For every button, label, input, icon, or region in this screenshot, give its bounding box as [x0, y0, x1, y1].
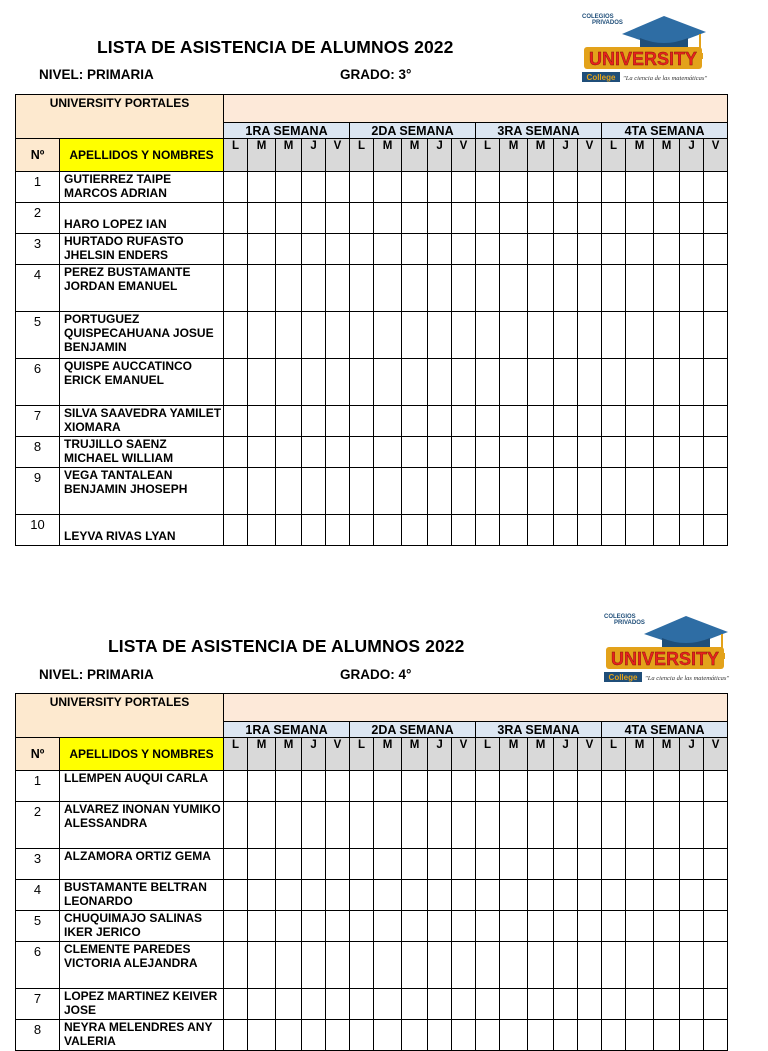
logo-graphic [600, 610, 732, 685]
student-number: 4 [16, 265, 60, 312]
student-name: ALVAREZ INONAN YUMIKO ALESSANDRA [60, 802, 224, 849]
attendance-cell[interactable] [326, 989, 350, 1020]
attendance-cell[interactable] [500, 802, 528, 849]
attendance-cell[interactable] [374, 1020, 402, 1051]
day-header: L [602, 738, 626, 771]
student-name: TRUJILLO SAENZ MICHAEL WILLIAM [60, 437, 224, 468]
student-number: 6 [16, 942, 60, 989]
day-header: V [704, 738, 728, 771]
student-row [16, 802, 728, 849]
attendance-cell[interactable] [602, 911, 626, 942]
student-number: 3 [16, 234, 60, 265]
attendance-cell[interactable] [452, 880, 476, 911]
student-row [16, 911, 728, 942]
attendance-cell[interactable] [402, 942, 428, 989]
attendance-cell[interactable] [528, 1020, 554, 1051]
attendance-cell[interactable] [654, 802, 680, 849]
attendance-cell[interactable] [224, 989, 248, 1020]
attendance-cell[interactable] [654, 942, 680, 989]
student-row [16, 942, 728, 989]
student-name: LEYVA RIVAS LYAN [60, 515, 224, 546]
attendance-cell[interactable] [402, 911, 428, 942]
day-header: M [248, 139, 276, 172]
student-number: 10 [16, 515, 60, 546]
student-name: QUISPE AUCCATINCO ERICK EMANUEL [60, 359, 224, 406]
attendance-cell[interactable] [224, 771, 248, 802]
attendance-cell[interactable] [428, 849, 452, 880]
names-header: APELLIDOS Y NOMBRES [60, 139, 224, 172]
day-header: J [554, 738, 578, 771]
attendance-cell[interactable] [224, 911, 248, 942]
attendance-cell[interactable] [602, 1020, 626, 1051]
school-logo [600, 610, 732, 685]
attendance-cell[interactable] [704, 942, 728, 989]
day-header: M [626, 139, 654, 172]
header-row-school [16, 694, 728, 722]
attendance-cell[interactable] [224, 1020, 248, 1051]
attendance-cell[interactable] [704, 880, 728, 911]
day-header: L [476, 139, 500, 172]
attendance-cell[interactable] [374, 802, 402, 849]
attendance-cell[interactable] [302, 911, 326, 942]
attendance-cell[interactable] [350, 942, 374, 989]
logo-sub: College [586, 73, 616, 82]
student-name: PORTUGUEZ QUISPECAHUANA JOSUE BENJAMIN [60, 312, 224, 359]
student-row [16, 880, 728, 911]
attendance-table [15, 693, 728, 1051]
attendance-cell[interactable] [476, 849, 500, 880]
attendance-cell[interactable] [654, 911, 680, 942]
student-name: NEYRA MELENDRES ANY VALERIA [60, 1020, 224, 1051]
attendance-cell[interactable] [276, 802, 302, 849]
attendance-cell[interactable] [578, 849, 602, 880]
attendance-cell[interactable] [350, 1020, 374, 1051]
attendance-cell[interactable] [452, 989, 476, 1020]
attendance-cell[interactable] [704, 802, 728, 849]
attendance-cell[interactable] [680, 880, 704, 911]
school-name: UNIVERSITY PORTALES [16, 694, 224, 738]
week-header-1: 1RA SEMANA [224, 722, 350, 738]
attendance-cell[interactable] [402, 1020, 428, 1051]
attendance-cell[interactable] [680, 989, 704, 1020]
attendance-cell[interactable] [402, 771, 428, 802]
day-header: L [350, 738, 374, 771]
day-header: L [350, 139, 374, 172]
attendance-cell[interactable] [428, 989, 452, 1020]
student-name: GUTIERREZ TAIPE MARCOS ADRIAN [60, 172, 224, 203]
day-header: V [452, 139, 476, 172]
attendance-cell[interactable] [680, 802, 704, 849]
attendance-cell[interactable] [578, 880, 602, 911]
attendance-cell[interactable] [500, 771, 528, 802]
day-header: J [428, 738, 452, 771]
attendance-cell[interactable] [276, 880, 302, 911]
attendance-cell[interactable] [654, 1020, 680, 1051]
day-header: M [528, 139, 554, 172]
attendance-cell[interactable] [500, 849, 528, 880]
school-name: UNIVERSITY PORTALES [16, 95, 224, 139]
attendance-cell[interactable] [680, 771, 704, 802]
attendance-cell[interactable] [578, 771, 602, 802]
attendance-cell[interactable] [500, 989, 528, 1020]
attendance-cell[interactable] [326, 849, 350, 880]
attendance-cell[interactable] [428, 802, 452, 849]
attendance-cell[interactable] [704, 989, 728, 1020]
attendance-cell[interactable] [350, 771, 374, 802]
attendance-cell[interactable] [578, 989, 602, 1020]
attendance-cell[interactable] [248, 911, 276, 942]
attendance-cell[interactable] [276, 849, 302, 880]
student-row [16, 989, 728, 1020]
attendance-cell[interactable] [248, 771, 276, 802]
attendance-cell[interactable] [654, 880, 680, 911]
day-header: V [578, 738, 602, 771]
attendance-cell[interactable] [302, 849, 326, 880]
logo-top-1: COLEGIOS [582, 14, 614, 20]
student-name: SILVA SAAVEDRA YAMILET XIOMARA [60, 406, 224, 437]
attendance-cell[interactable] [452, 771, 476, 802]
names-header: APELLIDOS Y NOMBRES [60, 738, 224, 771]
attendance-cell[interactable] [528, 771, 554, 802]
day-header: M [500, 738, 528, 771]
student-name: BUSTAMANTE BELTRAN LEONARDO [60, 880, 224, 911]
attendance-cell[interactable] [350, 911, 374, 942]
student-number: 7 [16, 989, 60, 1020]
attendance-cell[interactable] [626, 771, 654, 802]
logo-slogan: "La ciencia de las matemáticas" [645, 675, 730, 682]
attendance-cell[interactable] [578, 1020, 602, 1051]
attendance-cell[interactable] [350, 802, 374, 849]
student-row [16, 1020, 728, 1051]
attendance-cell[interactable] [602, 802, 626, 849]
day-header: M [500, 139, 528, 172]
attendance-cell[interactable] [224, 880, 248, 911]
attendance-cell[interactable] [626, 880, 654, 911]
logo-brand: UNIVERSITY [610, 649, 720, 669]
attendance-cell[interactable] [704, 1020, 728, 1051]
student-name: ALZAMORA ORTIZ GEMA [60, 849, 224, 880]
nivel-label: NIVEL: PRIMARIA [39, 667, 154, 682]
day-header: J [680, 139, 704, 172]
day-header: J [302, 139, 326, 172]
attendance-cell[interactable] [374, 989, 402, 1020]
attendance-cell[interactable] [224, 942, 248, 989]
day-header: M [654, 139, 680, 172]
day-header: L [224, 738, 248, 771]
attendance-cell[interactable] [374, 880, 402, 911]
attendance-cell[interactable] [528, 911, 554, 942]
attendance-cell[interactable] [326, 771, 350, 802]
attendance-cell[interactable] [602, 989, 626, 1020]
day-header: J [554, 139, 578, 172]
attendance-cell[interactable] [680, 911, 704, 942]
day-header: V [704, 139, 728, 172]
attendance-cell[interactable] [654, 771, 680, 802]
number-header: Nº [16, 738, 60, 771]
student-name: HARO LOPEZ IAN [60, 203, 224, 234]
attendance-cell[interactable] [276, 942, 302, 989]
day-header: J [302, 738, 326, 771]
attendance-cell[interactable] [704, 771, 728, 802]
student-number: 5 [16, 312, 60, 359]
attendance-cell[interactable] [350, 989, 374, 1020]
nivel-label: NIVEL: PRIMARIA [39, 67, 154, 82]
attendance-cell[interactable] [626, 1020, 654, 1051]
student-number: 2 [16, 203, 60, 234]
week-header-4: 4TA SEMANA [602, 722, 728, 738]
attendance-cell[interactable] [374, 849, 402, 880]
day-header: M [248, 738, 276, 771]
day-header: M [276, 139, 302, 172]
attendance-cell[interactable] [248, 802, 276, 849]
attendance-cell[interactable] [476, 911, 500, 942]
attendance-cell[interactable] [578, 942, 602, 989]
week-header-2: 2DA SEMANA [350, 123, 476, 139]
attendance-cell[interactable] [476, 802, 500, 849]
attendance-cell[interactable] [654, 849, 680, 880]
day-header: J [680, 738, 704, 771]
attendance-cell[interactable] [402, 849, 428, 880]
day-header: L [602, 139, 626, 172]
attendance-cell[interactable] [680, 942, 704, 989]
attendance-cell[interactable] [528, 942, 554, 989]
day-header: V [452, 738, 476, 771]
attendance-cell[interactable] [224, 802, 248, 849]
student-number: 8 [16, 1020, 60, 1051]
attendance-cell[interactable] [476, 771, 500, 802]
attendance-cell[interactable] [302, 880, 326, 911]
attendance-cell[interactable] [626, 989, 654, 1020]
student-name: VEGA TANTALEAN BENJAMIN JHOSEPH [60, 468, 224, 515]
attendance-cell[interactable] [248, 1020, 276, 1051]
attendance-cell[interactable] [452, 802, 476, 849]
attendance-cell[interactable] [554, 989, 578, 1020]
student-row [16, 849, 728, 880]
week-header-4: 4TA SEMANA [602, 123, 728, 139]
day-header: M [374, 139, 402, 172]
attendance-cell[interactable] [704, 849, 728, 880]
student-number: 1 [16, 771, 60, 802]
attendance-cell[interactable] [302, 1020, 326, 1051]
attendance-cell[interactable] [626, 942, 654, 989]
day-header: V [578, 139, 602, 172]
attendance-cell[interactable] [248, 880, 276, 911]
header-row-days [16, 738, 728, 771]
grado-label: GRADO: 3° [340, 67, 412, 82]
logo-sub: College [608, 673, 638, 682]
attendance-cell[interactable] [326, 1020, 350, 1051]
attendance-cell[interactable] [602, 849, 626, 880]
attendance-cell[interactable] [554, 1020, 578, 1051]
number-header: Nº [16, 139, 60, 172]
student-name: LOPEZ MARTINEZ KEIVER JOSE [60, 989, 224, 1020]
day-header: J [428, 139, 452, 172]
attendance-cell[interactable] [374, 911, 402, 942]
attendance-cell[interactable] [428, 771, 452, 802]
attendance-cell[interactable] [374, 771, 402, 802]
attendance-cell[interactable] [500, 911, 528, 942]
attendance-cell[interactable] [452, 942, 476, 989]
attendance-cell[interactable] [500, 880, 528, 911]
attendance-cell[interactable] [528, 989, 554, 1020]
attendance-cell[interactable] [554, 911, 578, 942]
attendance-cell[interactable] [402, 802, 428, 849]
attendance-cell[interactable] [554, 942, 578, 989]
attendance-cell[interactable] [374, 942, 402, 989]
student-number: 1 [16, 172, 60, 203]
logo-top-2: PRIVADOS [592, 20, 623, 26]
student-number: 2 [16, 802, 60, 849]
attendance-cell[interactable] [248, 849, 276, 880]
header-fill [224, 694, 728, 722]
attendance-cell[interactable] [276, 771, 302, 802]
attendance-cell[interactable] [578, 911, 602, 942]
day-header: M [402, 139, 428, 172]
attendance-cell[interactable] [578, 802, 602, 849]
student-row [16, 771, 728, 802]
attendance-cell[interactable] [602, 771, 626, 802]
logo-brand: UNIVERSITY [588, 49, 698, 69]
student-number: 8 [16, 437, 60, 468]
attendance-cell[interactable] [302, 942, 326, 989]
attendance-cell[interactable] [248, 942, 276, 989]
attendance-cell[interactable] [326, 942, 350, 989]
attendance-cell[interactable] [276, 989, 302, 1020]
student-number: 7 [16, 406, 60, 437]
attendance-cell[interactable] [476, 1020, 500, 1051]
logo-top-1: COLEGIOS [604, 614, 636, 620]
day-header: M [402, 738, 428, 771]
attendance-cell[interactable] [428, 880, 452, 911]
sheet-title: LISTA DE ASISTENCIA DE ALUMNOS 2022 [108, 636, 465, 656]
attendance-cell[interactable] [248, 989, 276, 1020]
attendance-cell[interactable] [680, 1020, 704, 1051]
student-number: 6 [16, 359, 60, 406]
student-name: LLEMPEN AUQUI CARLA [60, 771, 224, 802]
attendance-cell[interactable] [476, 942, 500, 989]
attendance-cell[interactable] [452, 911, 476, 942]
attendance-cell[interactable] [224, 849, 248, 880]
attendance-cell[interactable] [626, 802, 654, 849]
attendance-cell[interactable] [528, 802, 554, 849]
day-header: M [626, 738, 654, 771]
attendance-cell[interactable] [554, 880, 578, 911]
day-header: L [476, 738, 500, 771]
week-header-3: 3RA SEMANA [476, 123, 602, 139]
attendance-cell[interactable] [402, 880, 428, 911]
attendance-cell[interactable] [554, 771, 578, 802]
attendance-cell[interactable] [680, 849, 704, 880]
attendance-cell[interactable] [276, 1020, 302, 1051]
attendance-cell[interactable] [602, 942, 626, 989]
student-name: CHUQUIMAJO SALINAS IKER JERICO [60, 911, 224, 942]
week-header-2: 2DA SEMANA [350, 722, 476, 738]
attendance-cell[interactable] [326, 802, 350, 849]
attendance-cell[interactable] [452, 849, 476, 880]
attendance-cell[interactable] [476, 880, 500, 911]
attendance-cell[interactable] [428, 1020, 452, 1051]
attendance-cell[interactable] [528, 880, 554, 911]
attendance-cell[interactable] [302, 802, 326, 849]
attendance-cell[interactable] [704, 911, 728, 942]
logo-top-2: PRIVADOS [614, 620, 645, 626]
attendance-cell[interactable] [554, 802, 578, 849]
attendance-cell[interactable] [350, 849, 374, 880]
grado-label: GRADO: 4° [340, 667, 412, 682]
day-header: M [654, 738, 680, 771]
attendance-cell[interactable] [626, 911, 654, 942]
day-header: L [224, 139, 248, 172]
attendance-cell[interactable] [326, 880, 350, 911]
attendance-cell[interactable] [326, 911, 350, 942]
day-header: M [528, 738, 554, 771]
student-name: HURTADO RUFASTO JHELSIN ENDERS [60, 234, 224, 265]
day-header: M [374, 738, 402, 771]
day-header: M [276, 738, 302, 771]
attendance-cell[interactable] [302, 771, 326, 802]
attendance-cell[interactable] [302, 989, 326, 1020]
day-header: V [326, 738, 350, 771]
attendance-cell[interactable] [428, 911, 452, 942]
attendance-cell[interactable] [654, 989, 680, 1020]
student-name: CLEMENTE PAREDES VICTORIA ALEJANDRA [60, 942, 224, 989]
attendance-cell[interactable] [402, 989, 428, 1020]
student-number: 9 [16, 468, 60, 515]
student-number: 3 [16, 849, 60, 880]
attendance-cell[interactable] [602, 880, 626, 911]
student-name: PEREZ BUSTAMANTE JORDAN EMANUEL [60, 265, 224, 312]
attendance-cell[interactable] [554, 849, 578, 880]
week-header-3: 3RA SEMANA [476, 722, 602, 738]
day-header: V [326, 139, 350, 172]
attendance-cell[interactable] [500, 942, 528, 989]
logo-slogan: "La ciencia de las matemáticas" [623, 75, 708, 82]
attendance-cell[interactable] [276, 911, 302, 942]
attendance-cell[interactable] [500, 1020, 528, 1051]
week-header-1: 1RA SEMANA [224, 123, 350, 139]
attendance-cell[interactable] [626, 849, 654, 880]
student-number: 5 [16, 911, 60, 942]
attendance-cell[interactable] [528, 849, 554, 880]
attendance-cell[interactable] [452, 1020, 476, 1051]
student-number: 4 [16, 880, 60, 911]
attendance-cell[interactable] [350, 880, 374, 911]
sheet-title: LISTA DE ASISTENCIA DE ALUMNOS 2022 [97, 37, 454, 57]
attendance-cell[interactable] [428, 942, 452, 989]
attendance-cell[interactable] [476, 989, 500, 1020]
